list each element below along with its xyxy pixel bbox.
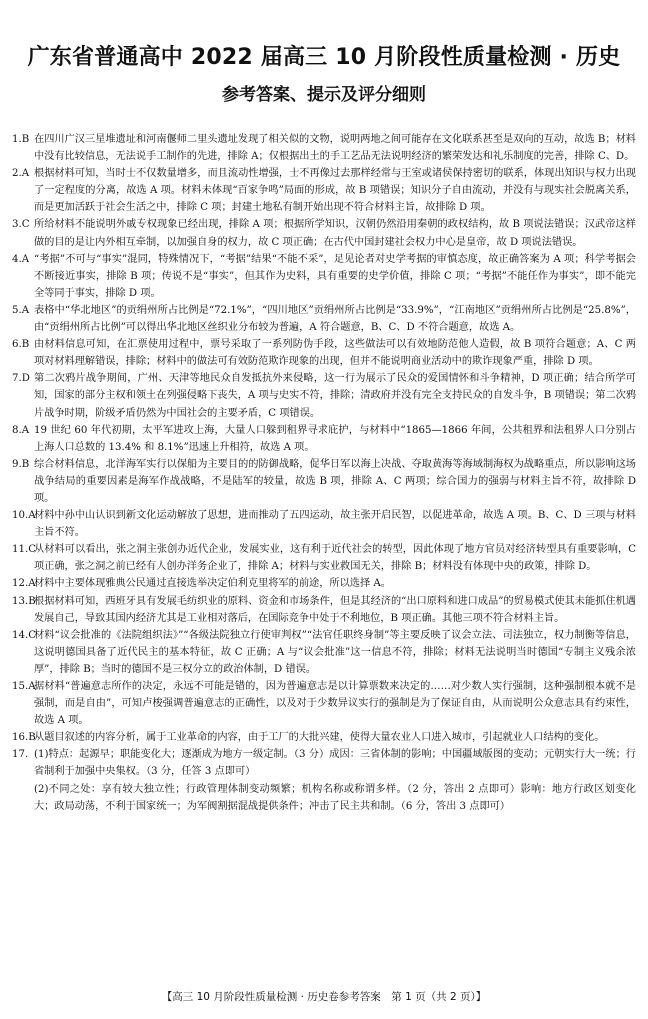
answer-text: 材料“议会批准的《法院组织法》”“各级法院独立行使审判权”“法官任职终身制”等主要反映了议会立法、司法独立，权力制衡等信息，这说明德国具备了近代民主的基本特征，故 C 正确；A 与“议会批准”这一信息不符，排除；材料无法说明当时德国“专制主义残余浓厚”，排除 B；当时的德国不是三权分立的政治体制，D 错误。: [34, 629, 636, 675]
answer-text: 材料中孙中山认识到新文化运动解放了思想，进而推动了五四运动，故主张开启民智，以促进革命，故选 A 项。B、C、D 三项与材料主旨不符。: [34, 510, 636, 539]
answer-text: 据材料“普遍意志所作的决定，永远不可能是错的，因为普遍意志是以计算票数来决定的……对少数人实行强制，这种强制根本就不是强制，而是自由”，可知卢梭强调普遍意志的正确性，以及对于少数异议实行的强制是为了保证自由，从而说明公众意志具有约束性，故选 A 项。: [34, 681, 636, 727]
answer-item-10: [12, 507, 636, 541]
answer-item-7: [12, 370, 636, 421]
answer-number: 8.A: [12, 424, 30, 436]
answer-number: 11.C: [12, 544, 36, 556]
answer-item-3: [12, 216, 636, 250]
answer-text: 根据材料可知，西班牙具有发展毛纺织业的原料、资金和市场条件，但是其经济的“出口原料和进口成品”的贸易模式使其未能抓住机遇发展自己，导致其国内经济尤其是工业相对落后，在国际竞争中处于不利地位，B 项正确。其他三项不符合材料主旨。: [34, 595, 636, 624]
answer-item-13: [12, 593, 636, 627]
answer-text: 所给材料不能说明外戚专权现象已经出现，排除 A 项；根据所学知识，汉朝仍然沿用秦朝的政权结构，故 B 项说法错误；汉武帝这样做的目的是让内外相互牵制，以加强自身的权力，故 C 项正确；在古代中国封建社会权力中心是皇帝，故 D 项说法错误。: [34, 219, 636, 248]
answer-item-6: [12, 336, 636, 370]
answer-number: 15.A: [12, 681, 36, 692]
answer-text: 根据材料可知，当时士不仅数量增多，而且流动性增强，士不再像过去那样经常与王室或诸侯保持密切的联系，体现出知识与权力出现了一定程度的分离，故选 A 项。材料未体现“百家争鸣”局面的形成，故 B 项错误；知识分子自由流动，并没有与现实社会脱离关系，而是更加活跃于社会生活之中，排除 C 项；封建土地私有制开始出现不符合材料主旨，故排除 D 项。: [34, 168, 636, 214]
page-footer: 【高三 10 月阶段性质量检测 · 历史卷参考答案 第 1 页（共 2 页）】: [161, 991, 487, 1003]
answer-text: 在四川广汉三星堆遗址和河南偃师二里头遗址发现了相关似的文物，说明两地之间可能存在文化联系甚至是双向的互动，故选 B；材料中没有比较信息，无法说手工制作的先进，排除 A；仅根据出土的手工艺品无法说明经济的繁荣发达和礼乐制度的完善，排除 C、D。: [34, 134, 636, 163]
answer-text: “考据”不可与“事实”混同，特殊情况下，“考据”结果“不能不采”，足见论者对史学考据的审慎态度，故正确答案为 A 项；科学考据会不断接近事实，排除 B 项；传说不是“事实”，但其作为史料，具有重要的史学价值，排除 C 项；“考据”不能任作为事实”，即不能完全等同于事实，排除 D 项。: [34, 253, 636, 299]
answer-item-5: [12, 302, 636, 336]
answer-list: [12, 131, 636, 815]
answer-item-9: [12, 456, 636, 507]
answer-text: 表格中“华北地区”的贡绢州所占比例是“72.1%”，“四川地区”贡绢州所占比例是“33.9%”，“江南地区”贡绢州所占比例是“25.8%”，由“贡绢州所占比例”可以得出华北地区丝织业分布较为普遍，A 符合题意，B、C、D 不符合题意，故选 A。: [34, 304, 636, 334]
answer-number: 17.: [12, 749, 29, 761]
answer-part-2: (2)不同之处：享有较大独立性；行政管理体制变动频繁；机构名称或称谓多样。（2 分，答出 2 点即可）影响：地方行政区划变化大；政局动荡，不利于国家统一；为军阀割据混战提供条件；冲击了民主共和制。（6 分，答出 3 点即可）: [34, 783, 636, 812]
answer-number: 16.B: [12, 732, 36, 744]
answer-item-17: [12, 746, 636, 814]
document-title: 广东省普通高中 2022 届高三 10 月阶段性质量检测 · 历史: [27, 45, 621, 70]
answer-item-4: [12, 251, 636, 302]
answer-number: 2.A: [12, 168, 30, 180]
answer-text: 从材料可以看出，张之洞主张创办近代企业，发展实业，这有利于近代社会的转型，因此体现了地方官员对经济转型具有重要影响，C 项正确，张之洞之前已经有人创办洋务企业了，排除 A；材料与实业救国无关，排除 B；材料没有体现中央的政策，排除 D。: [34, 544, 636, 573]
answer-text: 19 世纪 60 年代初期，太平军进攻上海，大量人口躲到租界寻求庇护，与材料中“1865—1866 年间，公共租界和法租界人口分别占上海人口总数的 13.4% 和 8.1%”迅速上升相符，故选 A 项。: [34, 424, 636, 453]
answer-text: 由材料信息可知，在汇票使用过程中，票号采取了一系列防伪手段，这些做法可以有效地防范他人造假，故 B 项符合题意；A、C 两项对材料理解错误，排除；材料中的做法可有效防范欺诈现象的出现，但并不能说明商业活动中的欺诈现象严重，排除 D 项。: [34, 339, 636, 368]
answer-number: 6.B: [12, 339, 30, 351]
answer-number: 5.A: [12, 304, 30, 316]
answer-item-12: [12, 575, 636, 592]
document-subtitle: 参考答案、提示及评分细则: [222, 85, 426, 105]
answer-number: 1.B: [12, 134, 30, 145]
answer-number: 3.C: [12, 219, 30, 231]
answer-item-15: [12, 678, 636, 729]
answer-part-1: (1)特点：起源早；职能变化大；逐渐成为地方一级定制。（3 分）成因：三省体制的影响；中国疆域版图的变动；元朝实行大一统；行省制利于加强中央集权。（3 分，任答 3 点即可）: [34, 749, 636, 778]
answer-text: 从题目叙述的内容分析，属于工业革命的内容，由于工厂的大批兴建，使得大量农业人口进入城市，引起就业人口结构的变化。: [34, 732, 605, 744]
answer-item-8: [12, 422, 636, 456]
answer-number: 14.C: [12, 629, 36, 641]
answer-number: 10.A: [12, 510, 36, 522]
answer-number: 13.B: [12, 595, 36, 607]
answer-number: 12.A: [12, 578, 36, 590]
answer-text: 材料中主要体现雅典公民通过直接选举决定伯利克里将军的前途，所以选择 A。: [34, 578, 391, 590]
answer-text: 综合材料信息，北洋海军实行以保船为主要目的的防御战略，促华日军以海上决战、夺取黄海等海域制海权为战略重点，所以影响这场战争结局的重要因素是海军作战战略，不是陆军的较量，故选 B 项，排除 A、C 两项；综合国力的强弱与材料主旨不符，故排除 D 项。: [34, 458, 636, 504]
answer-item-2: [12, 165, 636, 216]
answer-item-16: [12, 729, 636, 746]
answer-item-14: [12, 627, 636, 678]
answer-item-11: [12, 541, 636, 575]
answer-number: 9.B: [12, 458, 30, 470]
answer-text: 第二次鸦片战争期间，广州、天津等地民众自发抵抗外来侵略，这一行为展示了民众的爱国情怀和斗争精神，D 项正确；结合所学可知，国家的部分主权和领土在列强侵略下丧失，A 项与史实不符，排除；清政府并没有完全支持民众的自发斗争，B 项错误；第二次鸦片战争时期，阶级矛盾仍然为中国社会的主要矛盾，C 项错误。: [34, 373, 637, 419]
answer-number: 4.A: [12, 253, 30, 265]
answer-number: 7.D: [12, 373, 30, 385]
answer-item-1: [12, 131, 636, 165]
